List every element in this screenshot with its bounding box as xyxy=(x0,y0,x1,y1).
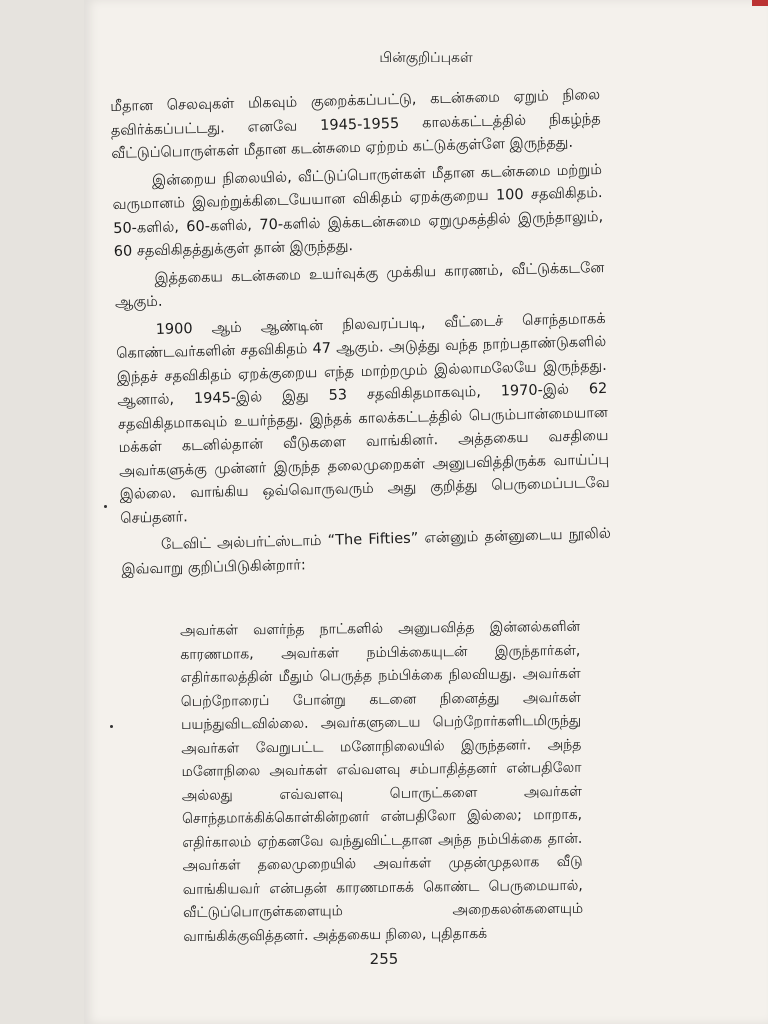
page-number: 255 xyxy=(369,950,399,968)
paragraph-1: மீதான செலவுகள் மிகவும் குறைக்கப்பட்டு, கடன்சுமை ஏறும் நிலை தவிர்க்கப்பட்டது. எனவே 1945-1955 காலக்கட்டத்தில் நிகழ்ந்த வீட்டுப்பொருள்கள் மீதான கடன்சுமை ஏற்றம் கட்டுக்குள்ளே இருந்தது. xyxy=(110,87,601,162)
block-quote xyxy=(180,616,583,949)
scan-speck xyxy=(104,505,107,508)
paragraph-2: இன்றைய நிலையில், வீட்டுப்பொருள்கள் மீதான கடன்சுமை மற்றும் வருமானம் இவற்றுக்கிடையேயான விகிதம் ஏறக்குறைய 100 சதவிகிதம். 50-களில், 60-களில், 70-களில் இக்கடன்சுமை ஏறுமுகத்தில் இருந்தாலும், 60 சதவிகிதத்துக்குள் தான் இருந்தது. xyxy=(112,161,604,260)
scan-speck xyxy=(110,725,113,728)
quote-text: அவர்கள் வளர்ந்த நாட்களில் அனுபவித்த இன்னல்களின் காரணமாக, அவர்கள் நம்பிக்கையுடன் இருந்தார்கள், எதிர்காலத்தின் மீதும் பெருத்த நம்பிக்கை நிலவியது. அவர்கள் பெற்றோரைப் போன்று கடனை நினைத்து அவர்கள் பயந்துவிடவில்லை. அவர்களுடைய பெற்றோர்களிடமிருந்து அவர்கள் வேறுபட்ட மனோநிலையில் இருந்தனர். அந்த மனோநிலை அவர்கள் எவ்வளவு சம்பாதித்தனர் என்பதிலோ அல்லது எவ்வளவு பொருட்களை அவர்கள் சொந்தமாக்கிக்கொள்கின்றனர் என்பதிலோ இல்லை; மாறாக, எதிர்காலம் ஏற்கனவே வந்துவிட்டதான அந்த நம்பிக்கை தான். அவர்கள் தலைமுறையில் அவர்கள் முதன்முதலாக வீடு வாங்கியவர் என்பதன் காரணமாகக் கொண்ட பெருமையால், வீட்டுப்பொருள்களையும் அறைகலன்களையும் வாங்கிக்குவித்தனர். அத்தகைய நிலை, புதிதாகக் xyxy=(180,618,584,945)
running-head: பின்குறிப்புகள் xyxy=(379,50,473,66)
paragraph-4: 1900 ஆம் ஆண்டின் நிலவரப்படி, வீட்டைச் சொந்தமாகக் கொண்டவர்களின் சதவிகிதம் 47 ஆகும். அடுத்து வந்த நாற்பதாண்டுகளில் இந்தச் சதவிகிதம் ஏறக்குறைய எந்த மாற்றமும் இல்லாமலேயே இருந்தது. ஆனால், 1945-இல் இது 53 சதவிகிதமாகவும், 1970-இல் 62 சதவிகிதமாகவும் உயர்ந்தது. இந்தக் காலக்கட்டத்தில் பெரும்பான்மையான மக்கள் கடனில்தான் வீடுகளை வாங்கினர். அத்தகைய வசதியை அவர்களுக்கு முன்னர் இருந்த தலைமுறைகள் அனுபவித்திருக்க வாய்ப்பு இல்லை. வாங்கிய ஒவ்வொருவரும் அது குறித்து பெருமைப்படவே செய்தனர். xyxy=(116,310,610,527)
body-text xyxy=(110,84,612,586)
paragraph-5: டேவிட் அல்பர்ட்ஸ்டாம் “The Fifties” என்னும் தன்னுடைய நூலில் இவ்வாறு குறிப்பிடுகின்றார்: xyxy=(121,525,612,578)
paragraph-3: இத்தகைய கடன்சுமை உயர்வுக்கு முக்கிய காரணம், வீட்டுக்கடனே ஆகும். xyxy=(114,259,605,311)
page-gutter xyxy=(0,0,84,1024)
corner-tab-decoration xyxy=(752,0,768,6)
